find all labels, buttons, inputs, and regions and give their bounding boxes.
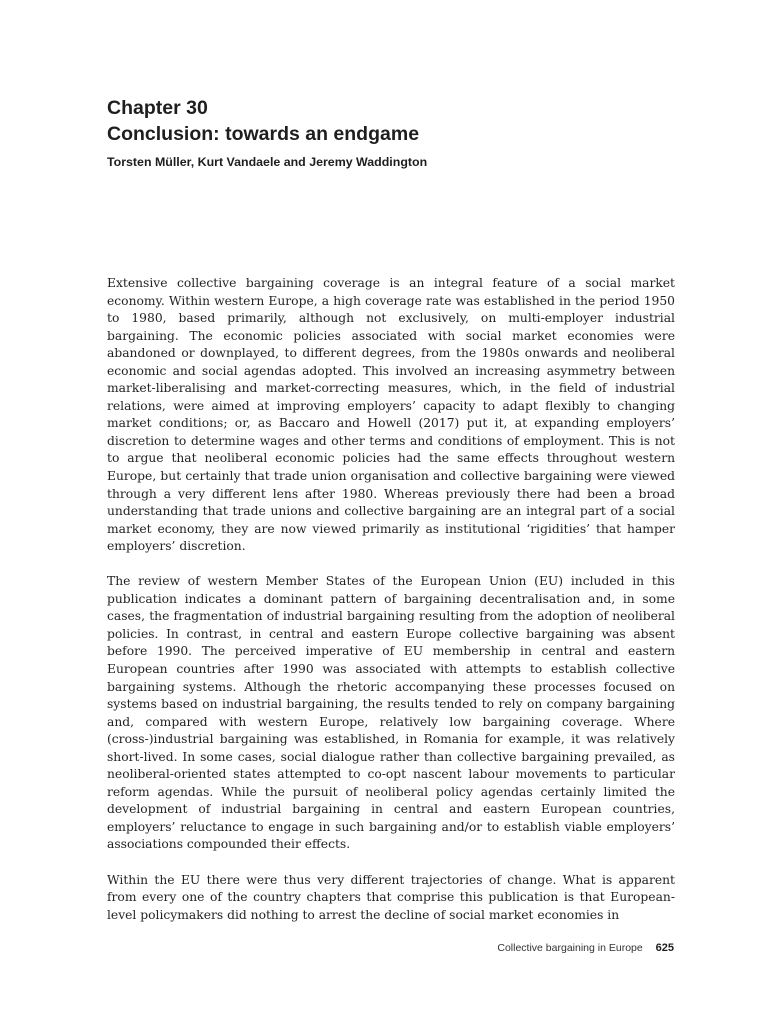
body-text (107, 275, 675, 942)
paragraph-3: Within the EU there were thus very different trajectories of change. What is apparent from every one of the country chapters that comprise this publication is that European-level policymakers did nothing to arrest the decline of social market economies in (107, 872, 675, 922)
chapter-authors: Torsten Müller, Kurt Vandaele and Jeremy Waddington (107, 155, 428, 169)
paragraph-1: Extensive collective bargaining coverage is an integral feature of a social market economy. Within western Europe, a high coverage rate was established in the period 1950 to 1980, based primarily, although not exclusively, on multi-employer industrial bargaining. The economic policies associated with social market economies were abandoned or downplayed, to different degrees, from the 1980s onwards and neoliberal economic and social agendas adopted. This involved an increasing asymmetry between market-liberalising and market-correcting measures, which, in the field of industrial relations, were aimed at improving employers’ capacity to adapt flexibly to changing market conditions; or, as Baccaro and Howell (2017) put it, at expanding employers’ discretion to determine wages and other terms and conditions of employment. This is not to argue that neoliberal economic policies had the same effects throughout western Europe, but certainly that trade union organisation and collective bargaining were viewed through a very different lens after 1980. Whereas previously there had been a broad understanding that trade unions and collective bargaining are an integral part of a social market economy, they are now viewed primarily as institutional ‘rigidities’ that hamper employers’ discretion. (107, 276, 675, 554)
page-footer (497, 942, 674, 954)
running-title: Collective bargaining in Europe (497, 942, 643, 954)
chapter-heading (107, 95, 677, 147)
page-number: 625 (655, 942, 674, 954)
paragraph-2: The review of western Member States of the European Union (EU) included in this publication indicates a dominant pattern of bargaining decentralisation and, in some cases, the fragmentation of industrial bargaining resulting from the adoption of neoliberal policies. In contrast, in central and eastern Europe collective bargaining was absent before 1990. The perceived imperative of EU membership in central and eastern European countries after 1990 was associated with attempts to establish collective bargaining systems. Although the rhetoric accompanying these processes focused on systems based on industrial bargaining, the results tended to rely on company bargaining and, compared with western Europe, relatively low bargaining coverage. Where (cross-)industrial bargaining was established, in Romania for example, it was relatively short-lived. In some cases, social dialogue rather than collective bargaining prevailed, as neoliberal-oriented states attempted to co-opt nascent labour movements to particular reform agendas. While the pursuit of neoliberal policy agendas certainly limited the development of industrial bargaining in central and eastern European countries, employers’ reluctance to engage in such bargaining and/or to establish viable employers’ associations compounded their effects. (107, 574, 675, 852)
chapter-number: Chapter 30 (107, 97, 208, 119)
chapter-title: Conclusion: towards an endgame (107, 123, 420, 145)
